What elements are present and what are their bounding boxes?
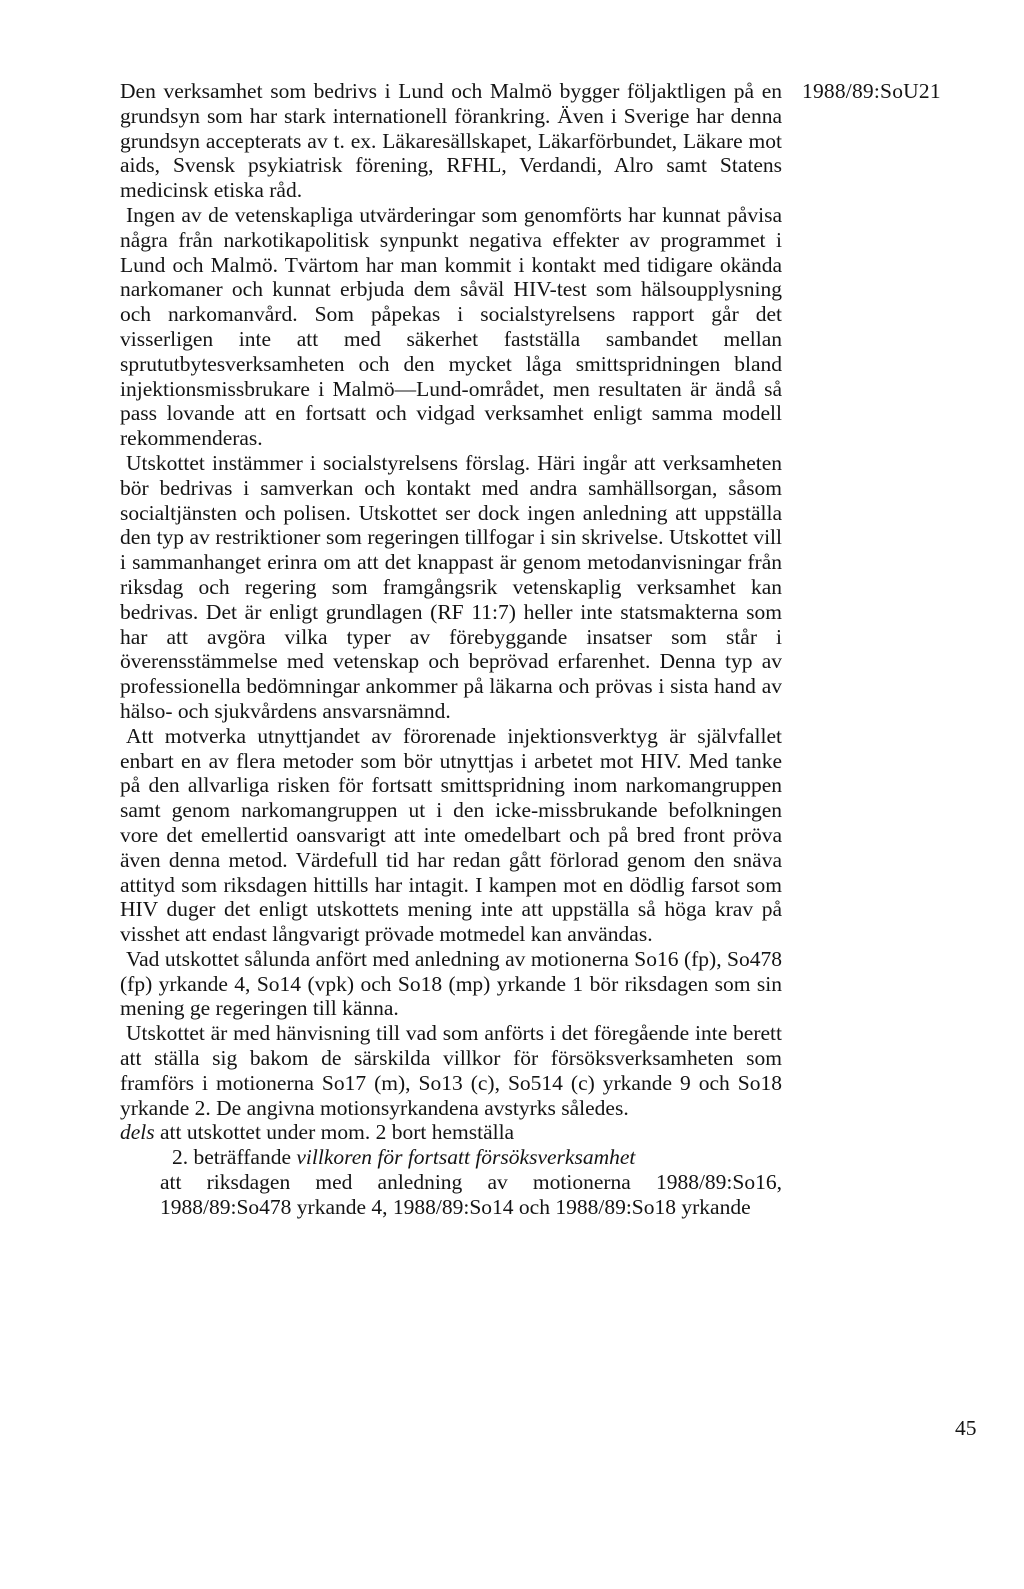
decision-item-heading xyxy=(120,1145,782,1170)
dels-word: dels xyxy=(120,1120,155,1145)
dels-rest: att utskottet under mom. 2 bort hemställa xyxy=(154,1120,515,1145)
decision-item-number: 2. beträffande xyxy=(172,1145,297,1170)
paragraph-1: Den verksamhet som bedrivs i Lund och Malmö bygger följaktligen på en grundsyn som har stark internationell förankring. Även i Sverige har denna grundsyn accepterats av t. ex. Läkaresällskapet, Läkarförbundet, Läkare mot aids, Svensk psykiatrisk förening, RFHL, Verdandi, Alro samt Statens medicinsk etiska råd. xyxy=(120,79,782,203)
paragraph-6: Utskottet är med hänvisning till vad som anförts i det föregående inte berett att ställa sig bakom de särskilda villkor för försöksverksamheten som framförs i motionerna So17 (m), So13 (c), So514 (c) yrkande 9 och So18 yrkande 2. De angivna motionsyrkandena avstyrks således. xyxy=(120,1021,782,1120)
document-reference: 1988/89:SoU21 xyxy=(802,79,941,103)
decision-item-text: att riksdagen med anledning av motionerna 1988/89:So16, 1988/89:So478 yrkande 4, 1988/89:So14 och 1988/89:So18 yrkande xyxy=(160,1170,782,1219)
page-number: 45 xyxy=(955,1416,977,1440)
paragraph-3: Utskottet instämmer i socialstyrelsens förslag. Häri ingår att verksamheten bör bedrivas i samverkan och kontakt med andra samhällsorgan, såsom socialtjänsten och polisen. Utskottet ser dock ingen anledning att uppställa den typ av restriktioner som regeringen tillfogar i sin skrivelse. Utskottet vill i sammanhanget erinra om att det knappast är genom metodanvisningar från riksdag och regering som framgångsrik vetenskaplig verksamhet kan bedrivas. Det är enligt grundlagen (RF 11:7) heller inte statsmakterna som har att avgöra vilka typer av förebyggande insatser som står i överensstämmelse med vetenskap och beprövad erfarenhet. Denna typ av professionella bedömningar ankommer på läkarna och prövas i sista hand av hälso- och sjukvårdens ansvarsnämnd. xyxy=(120,450,782,723)
paragraph-2: Ingen av de vetenskapliga utvärderingar som genomförts har kunnat påvisa några från narkotikapolitisk synpunkt negativa effekter av programmet i Lund och Malmö. Tvärtom har man kommit i kontakt med tidigare okända narkomaner och kunnat erbjuda dem såväl HIV-test som hälsoupplysning och narkomanvård. Som påpekas i socialstyrelsens rapport går det visserligen inte att med säkerhet fastställa sambandet mellan sprututbytesverksamheten och den mycket låga smittspridningen bland injektionsmissbrukare i Malmö—Lund-området, men resultaten är ändå så pass lovande att en fortsatt och vidgad verksamhet enligt samma modell rekommenderas. xyxy=(120,202,782,451)
paragraph-5: Vad utskottet sålunda anfört med anledning av motionerna So16 (fp), So478 (fp) yrkande 4, So14 (vpk) och So18 (mp) yrkande 1 bör riksdagen som sin mening ge regeringen till känna. xyxy=(120,946,782,1021)
body-text xyxy=(120,79,782,1220)
decision-item-title: villkoren för fortsatt försöksverksamhet xyxy=(296,1145,636,1170)
dels-line xyxy=(120,1120,782,1145)
paragraph-4: Att motverka utnyttjandet av förorenade injektionsverktyg är självfallet enbart en av flera metoder som bör utnyttjas i arbetet mot HIV. Med tanke på den allvarliga risken för fortsatt smittspridning inom narkomangruppen samt genom narkomangruppen ut i den icke-missbrukande befolkningen vore det emellertid oansvarigt att inte omedelbart och på bred front pröva även denna metod. Värdefull tid har redan gått förlorad genom den snäva attityd som riksdagen hittills har intagit. I kampen mot en dödlig farsot som HIV duger det enligt utskottets mening inte att uppställa så höga krav på visshet att endast långvarigt prövade motmedel kan användas. xyxy=(120,723,782,947)
